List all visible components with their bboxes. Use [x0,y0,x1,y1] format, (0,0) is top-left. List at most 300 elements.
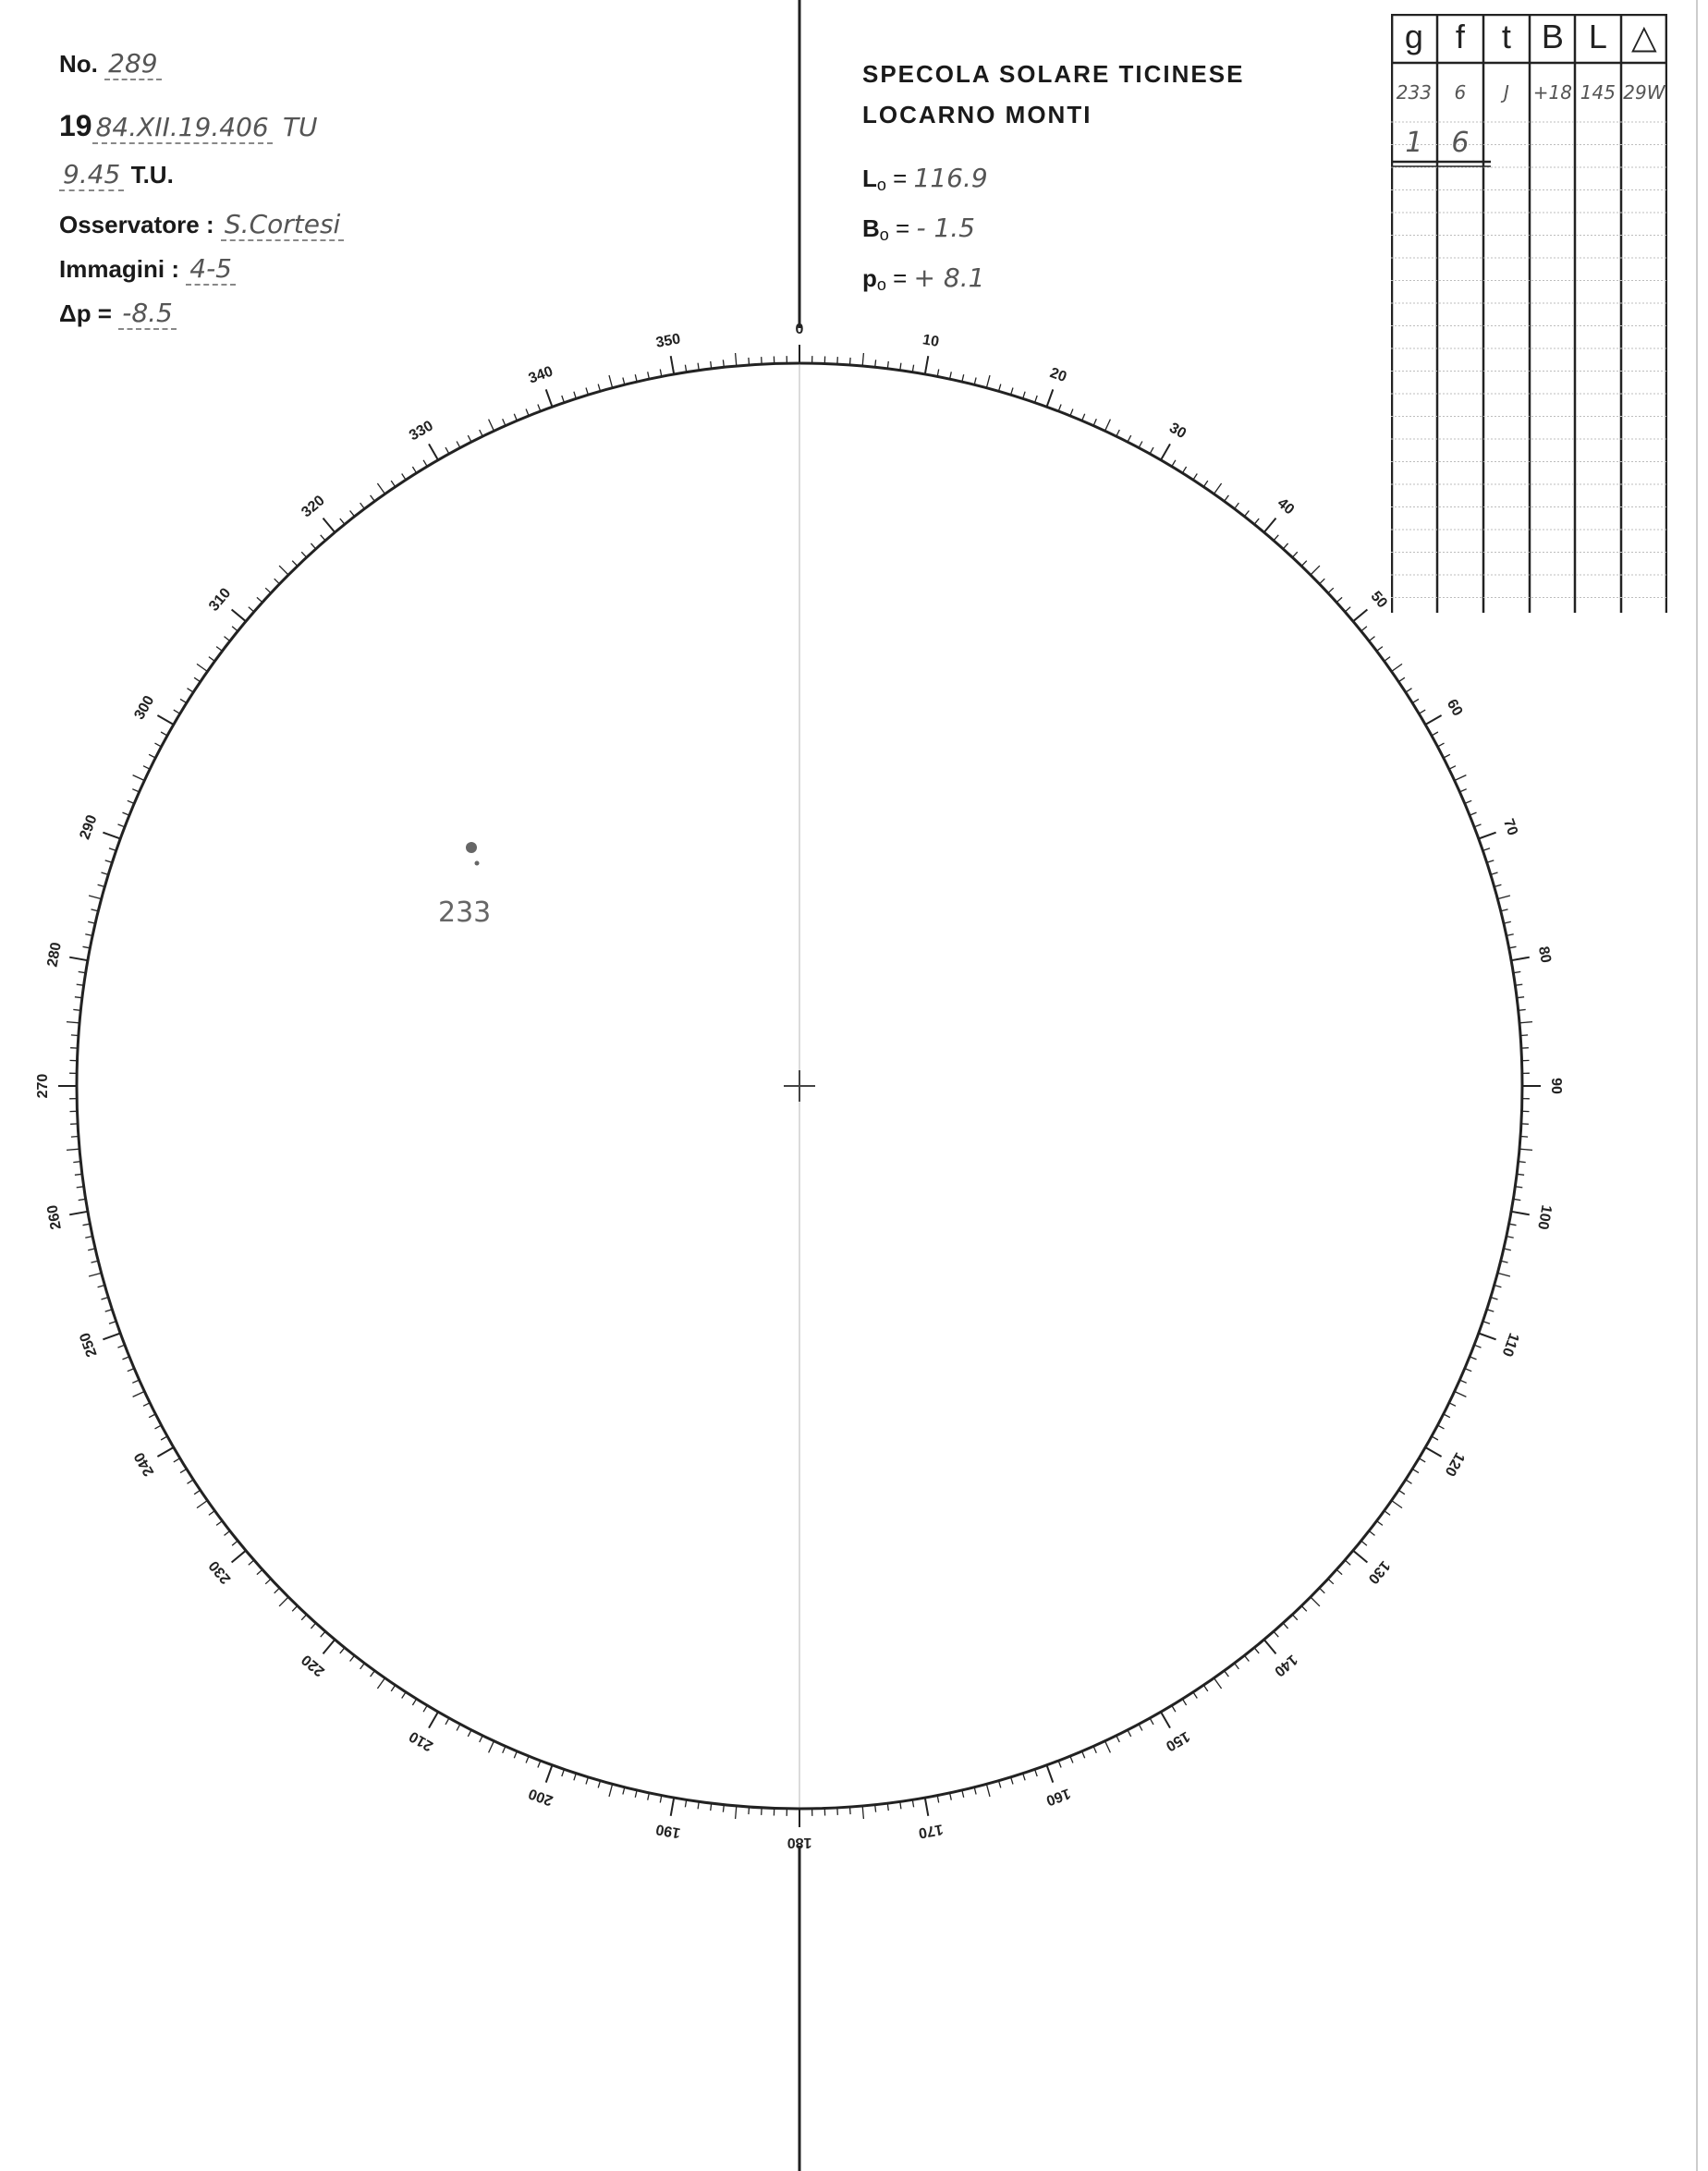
degree-tick [480,430,483,436]
degree-tick [1320,1588,1325,1593]
degree-label: 230 [206,1557,235,1587]
degree-tick [623,378,625,385]
observatory-line-1: SPECOLA SOLARE TICINESE [862,60,1245,88]
degree-tick [974,1787,976,1795]
degree-tick [73,1162,80,1163]
degree-tick [749,1807,750,1814]
degree-tick [489,1741,494,1753]
degree-tick [1474,824,1481,827]
degree-tick [1412,1469,1419,1472]
degree-tick [279,566,288,575]
degree-label: 110 [1498,1330,1522,1359]
degree-tick [562,396,565,403]
degree-tick [1519,1022,1532,1023]
degree-tick [1419,1458,1425,1462]
degree-tick [1047,1765,1054,1783]
degree-tick [391,1685,396,1691]
degree-tick [1311,566,1320,575]
degree-tick [1161,444,1170,459]
degree-tick [862,1806,863,1819]
degree-tick [1172,460,1176,467]
degree-tick [155,1425,162,1429]
degree-tick [249,1560,254,1565]
degree-tick [1455,775,1467,781]
degree-tick [377,1678,384,1689]
degree-tick [132,1380,139,1383]
degree-tick [149,1414,155,1418]
degree-tick [180,1469,187,1472]
degree-tick [1139,1725,1142,1731]
degree-tick [1320,579,1325,584]
degree-tick [232,627,238,631]
cell-longitude: 145 [1580,81,1616,104]
degree-tick [1150,447,1153,454]
degree-tick [301,552,307,557]
degree-tick [1511,1212,1530,1215]
degree-tick [1214,1678,1222,1689]
degree-tick [862,353,863,366]
degree-tick [1398,677,1405,682]
degree-tick [1283,1623,1287,1628]
degree-tick [609,375,613,388]
sunspot-group-label: 233 [438,896,492,929]
degree-tick [1070,1756,1073,1762]
degree-tick [1377,647,1383,652]
degree-tick [155,743,162,747]
observatory-line-2: LOCARNO MONTI [862,101,1092,128]
degree-tick [1193,474,1197,481]
degree-tick [445,447,449,454]
degree-tick [1361,1541,1367,1545]
degree-tick [1235,1664,1239,1669]
date-handwritten: 84.XII.19.406 [92,112,273,144]
degree-tick [323,518,336,532]
degree-tick [1519,1009,1526,1010]
degree-label: 150 [1163,1727,1192,1754]
degree-tick [986,375,990,388]
degree-tick [391,481,396,487]
header-t: t [1501,18,1511,55]
degree-tick [412,467,416,473]
degree-tick [143,1403,150,1407]
degree-tick [1459,789,1466,792]
degree-label: 200 [526,1785,555,1809]
degree-tick [1161,1712,1170,1727]
degree-label: 30 [1166,420,1190,443]
header-B: B [1541,18,1564,55]
degree-tick [402,1692,406,1699]
degree-tick [292,561,298,567]
degree-tick [723,1805,724,1812]
degree-tick [457,442,460,448]
degree-tick [1432,1436,1438,1440]
cell-delta: 29W [1623,81,1665,104]
groups-table [1391,14,1667,613]
degree-label: 280 [44,941,65,969]
degree-tick [503,419,506,425]
degree-tick [323,1640,336,1653]
degree-tick [149,754,155,758]
degree-tick [1172,1705,1176,1712]
degree-label: 170 [917,1821,945,1841]
degree-tick [875,360,876,367]
degree-tick [321,535,325,541]
degree-tick [1470,1357,1476,1360]
degree-label: 250 [77,1330,101,1360]
degree-tick [850,358,851,365]
degree-tick [92,1261,99,1262]
degree-tick [609,1784,613,1797]
degree-tick [1128,1730,1131,1737]
images-label: Immagini : [59,255,180,283]
param-p0-value: + 8.1 [913,262,985,293]
degree-tick [962,1790,964,1798]
degree-tick [1470,812,1476,815]
degree-tick [850,1807,851,1814]
degree-tick [73,1009,80,1010]
degree-tick [986,1784,990,1797]
degree-tick [1520,1035,1528,1036]
degree-tick [1292,1615,1298,1620]
sunspot-main [466,842,477,853]
degree-tick [412,1699,416,1705]
degree-tick [123,812,129,815]
degree-tick [194,1490,201,1494]
degree-tick [671,356,675,374]
degree-tick [546,389,553,407]
degree-tick [232,1551,246,1563]
time-unit: T.U. [130,161,174,189]
param-p0: $p_o$ = + 8.1 [862,262,985,294]
degree-label: 270 [35,1073,52,1099]
degree-tick [118,1345,125,1348]
degree-tick [161,1436,167,1440]
degree-tick [1058,1761,1061,1767]
degree-tick [1274,1631,1278,1637]
degree-tick [457,1725,460,1731]
degree-tick [1479,833,1496,839]
degree-tick [209,1511,214,1516]
degree-tick [128,800,134,803]
degree-tick [526,1756,529,1762]
degree-tick [1406,1480,1412,1483]
degree-tick [1519,1162,1526,1163]
degree-label: 20 [1047,365,1069,386]
degree-tick [1432,732,1438,736]
degree-tick [1425,1447,1441,1457]
degree-tick [257,1569,262,1574]
degree-tick [1361,627,1367,631]
degree-tick [1501,909,1508,911]
degree-tick [133,1392,145,1397]
degree-tick [69,957,88,961]
time-value: 9.45 [59,159,124,191]
cell-type: J [1503,81,1509,104]
observer-label: Osservatore : [59,211,214,238]
record-number-value: 289 [104,48,161,80]
degree-tick [1254,518,1259,524]
degree-tick [1385,1511,1390,1516]
degree-label: 350 [654,331,682,351]
degree-tick [311,543,315,549]
degree-tick [1501,1261,1508,1262]
degree-tick [1116,430,1120,436]
param-L0-value: 116.9 [913,163,988,193]
degree-tick [1465,800,1471,803]
degree-tick [1419,710,1425,714]
degree-label: 240 [131,1449,158,1479]
degree-tick [1082,414,1085,421]
degree-tick [480,1736,483,1742]
degree-tick [311,1623,315,1628]
degree-tick [736,1806,737,1819]
degree-tick [257,597,262,602]
degree-tick [1385,657,1390,662]
degree-tick [209,657,214,662]
degree-tick [1093,1746,1096,1752]
degree-tick [925,356,929,374]
degree-tick [1345,1560,1350,1565]
degree-tick [1377,1521,1383,1526]
degree-tick [157,715,173,725]
degree-tick [174,1458,180,1462]
degree-tick [635,374,637,382]
degree-tick [1244,511,1249,517]
degree-tick [1116,1736,1120,1742]
degree-tick [377,483,384,494]
degree-tick [1369,1531,1374,1535]
degree-tick [232,1541,238,1545]
degree-tick [132,789,139,792]
degree-tick [671,1798,675,1816]
degree-tick [1459,1380,1466,1383]
degree-tick [1449,1403,1456,1407]
images-value: 4-5 [186,253,236,286]
degree-tick [1283,543,1287,549]
degree-tick [225,1531,230,1535]
degree-tick [340,1648,345,1653]
degree-tick [188,689,194,692]
degree-tick [157,1447,173,1457]
degree-tick [350,511,355,517]
degree-tick [1345,607,1350,612]
degree-tick [249,607,254,612]
year-printed: 19 [59,109,92,142]
degree-tick [1482,848,1490,851]
degree-tick [1497,1273,1510,1276]
degree-tick [1369,637,1374,641]
cell-group: 233 [1396,81,1432,104]
degree-tick [514,1751,517,1758]
degree-tick [1392,1501,1402,1508]
degree-tick [429,1712,438,1727]
degree-tick [71,1035,79,1036]
degree-label: 80 [1534,945,1554,965]
degree-tick [1139,442,1142,448]
degree-tick [1128,435,1131,442]
degree-tick [1398,1490,1405,1494]
degree-tick [1311,1597,1320,1606]
observer-value: S.Cortesi [221,209,344,241]
degree-tick [360,503,365,508]
degree-tick [197,1501,207,1508]
degree-tick [1520,1137,1528,1138]
degree-tick [1353,610,1367,622]
degree-tick [526,409,529,416]
degree-tick [1035,1769,1038,1776]
degree-tick [468,435,471,442]
degree-tick [292,1606,298,1612]
header-L: L [1588,18,1607,55]
degree-tick [538,405,541,411]
degree-tick [1182,1699,1186,1705]
degree-tick [1244,1655,1249,1661]
delta-p-value: -8.5 [118,298,177,330]
degree-tick [1328,1579,1334,1584]
degree-label: 330 [407,418,436,445]
degree-label: 70 [1499,816,1520,838]
degree-tick [514,414,517,421]
degree-tick [1105,420,1111,432]
degree-tick [1301,561,1307,567]
degree-tick [1035,396,1038,403]
degree-tick [1412,699,1419,702]
delta-p-label: Δp = [59,299,112,327]
degree-tick [562,1769,565,1776]
degree-tick [1444,1414,1450,1418]
degree-tick [1193,1692,1197,1699]
degree-label: 130 [1364,1557,1393,1587]
degree-tick [89,1273,102,1276]
degree-tick [340,518,345,524]
degree-tick [1225,1671,1229,1677]
degree-tick [1070,409,1073,416]
degree-tick [103,833,120,839]
degree-tick [89,896,102,899]
degree-tick [1438,1425,1445,1429]
degree-label: 40 [1274,494,1298,518]
degree-tick [371,1671,375,1677]
degree-tick [1353,1551,1367,1563]
degree-tick [445,1718,449,1725]
degree-tick [1465,1369,1471,1372]
degree-tick [1474,1345,1481,1348]
degree-tick [538,1761,541,1767]
degree-label: 310 [206,585,235,615]
degree-tick [423,460,427,467]
cell-spots: 6 [1454,81,1467,104]
degree-tick [109,1322,116,1324]
degree-tick [1336,1569,1342,1574]
degree-tick [133,775,145,781]
degree-label: 10 [921,332,941,351]
degree-tick [321,1631,325,1637]
degree-tick [546,1765,553,1783]
degree-tick [123,1357,129,1360]
degree-tick [143,766,150,770]
degree-tick [279,1597,288,1606]
degree-tick [1182,467,1186,473]
param-L0: $L_o = 116.9$ [862,163,988,194]
degree-tick [371,495,375,501]
degree-tick [489,420,494,432]
degree-tick [1455,1392,1467,1397]
degree-tick [1047,389,1054,407]
degree-tick [216,1521,222,1526]
degree-tick [623,1787,625,1795]
degree-label: 220 [299,1651,328,1679]
degree-tick [1425,715,1441,725]
degree-tick [265,1579,271,1584]
degree-tick [197,664,207,671]
degree-tick [216,647,222,652]
degree-tick [350,1655,355,1661]
date-suffix: TU [282,112,318,142]
degree-tick [109,848,116,851]
degree-tick [1449,766,1456,770]
total-groups: 1 [1405,127,1423,159]
degree-tick [1406,689,1412,692]
degree-label: 140 [1271,1651,1300,1679]
degree-tick [1203,1685,1208,1691]
record-number-label: No. [59,50,98,78]
degree-tick [1497,896,1510,899]
degree-tick [423,1705,427,1712]
degree-tick [749,358,750,365]
degree-tick [194,677,201,682]
degree-tick [92,909,99,911]
degree-tick [1150,1718,1153,1725]
degree-tick [71,1137,79,1138]
degree-label: 190 [654,1821,682,1841]
param-B0-value: - 1.5 [916,213,975,243]
degree-tick [1274,535,1278,541]
degree-tick [1264,518,1276,532]
degree-tick [274,1588,280,1593]
degree-tick [232,610,246,622]
degree-tick [1438,743,1445,747]
degree-label: 320 [299,493,328,521]
degree-tick [402,474,406,481]
degree-tick [274,579,280,584]
degree-tick [736,353,737,366]
degree-tick [118,824,125,827]
degree-tick [188,1480,194,1483]
degree-tick [635,1790,637,1798]
header-delta: △ [1631,18,1657,55]
degree-tick [1444,754,1450,758]
degree-tick [1328,588,1334,593]
degree-tick [875,1805,876,1812]
degree-tick [1504,1249,1511,1250]
sunspot-secondary [475,861,480,866]
degree-tick [468,1730,471,1737]
degree-tick [1214,483,1222,494]
degree-tick [503,1746,506,1752]
degree-label: 50 [1367,588,1391,612]
degree-tick [1336,597,1342,602]
degree-tick [225,637,230,641]
degree-label: 300 [131,693,158,723]
degree-tick [1093,419,1096,425]
degree-label: 120 [1441,1449,1468,1479]
degree-tick [67,1149,79,1150]
degree-tick [429,444,438,459]
degree-tick [301,1615,307,1620]
degree-tick [88,1249,95,1250]
degree-label: 0 [795,322,804,338]
degree-tick [925,1798,929,1816]
